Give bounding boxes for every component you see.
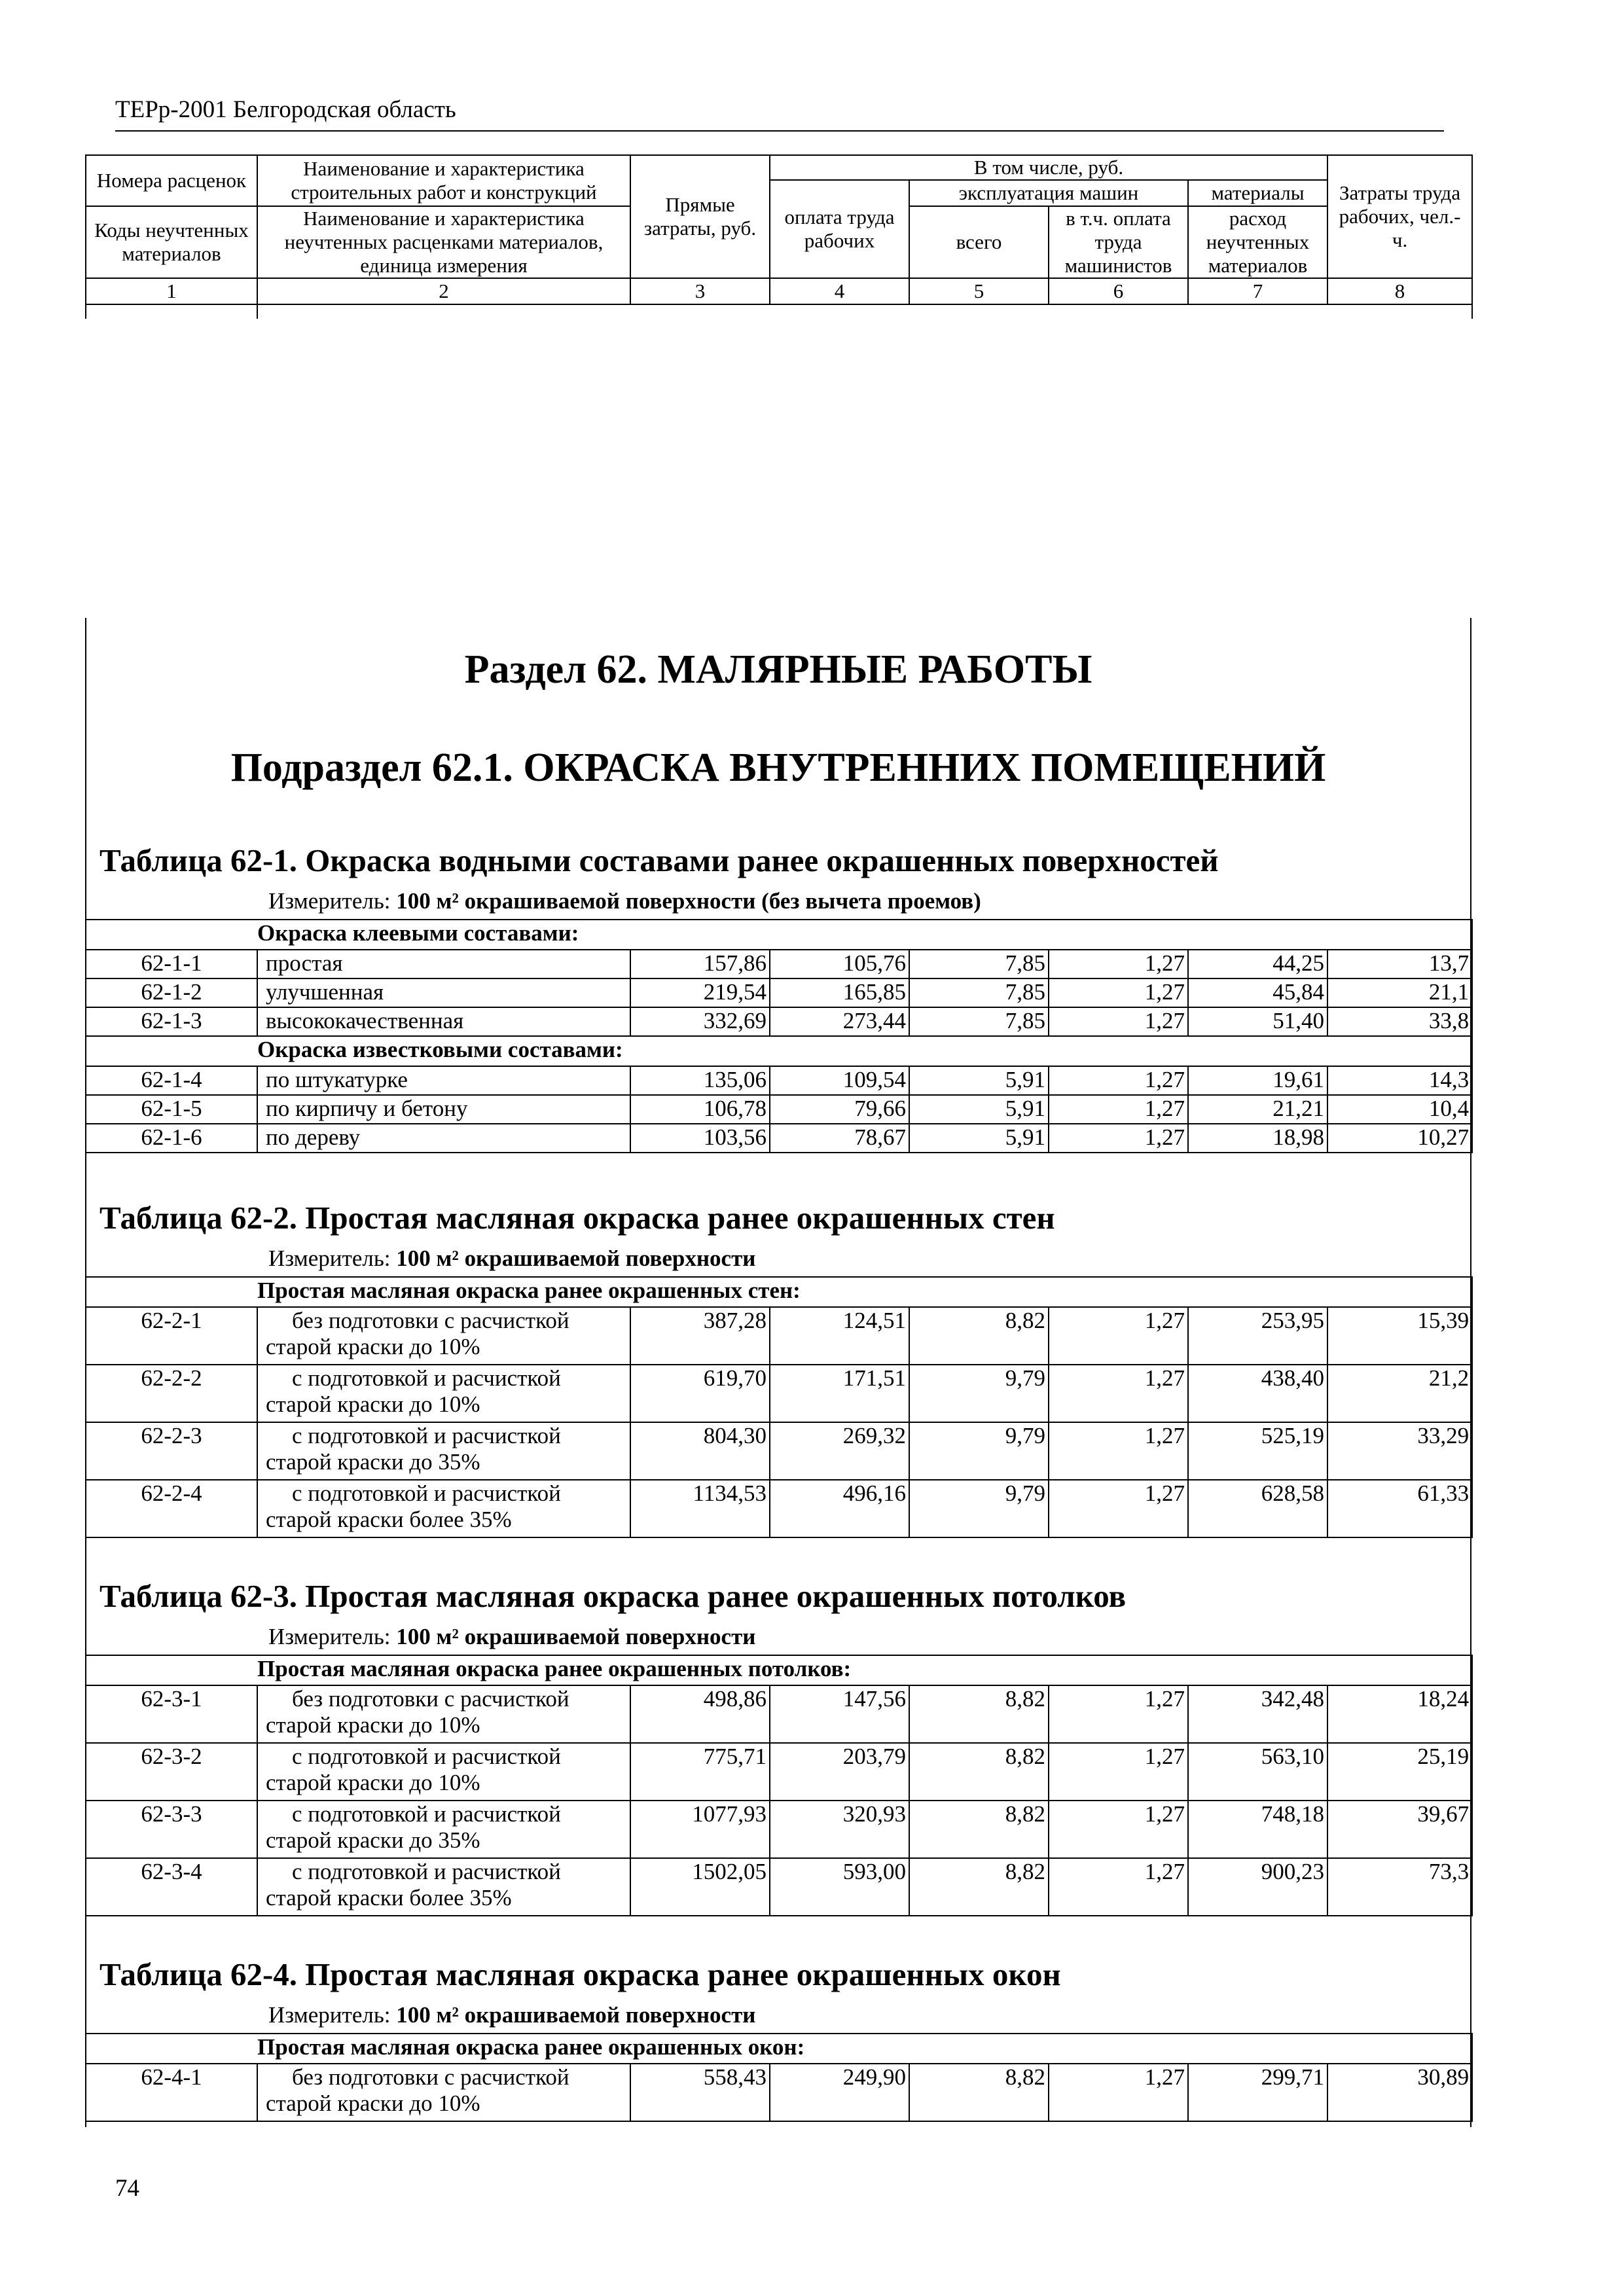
machines-total: 5,91 xyxy=(909,1124,1049,1153)
machinist-pay: 1,27 xyxy=(1049,1685,1188,1743)
rate-name: простая xyxy=(257,950,630,978)
labor-hours: 25,19 xyxy=(1327,1743,1472,1801)
column-number: 1 xyxy=(86,278,257,304)
materials-cost: 51,40 xyxy=(1188,1007,1327,1036)
rate-name xyxy=(257,1307,630,1365)
rate-code: 62-2-1 xyxy=(86,1307,257,1365)
rate-name-line1: с подготовкой и расчисткой xyxy=(292,1744,561,1769)
measure-line xyxy=(268,1624,755,1650)
rate-code: 62-3-3 xyxy=(86,1801,257,1858)
machinist-pay: 1,27 xyxy=(1049,1858,1188,1916)
table-row xyxy=(86,978,1472,1007)
col3-header: Прямые затраты, руб. xyxy=(630,155,770,278)
table-row xyxy=(86,1685,1472,1743)
rate-name xyxy=(257,1801,630,1858)
machinist-pay: 1,27 xyxy=(1049,1801,1188,1858)
machines-header: эксплуатация машин xyxy=(909,180,1188,206)
machinist-pay: 1,27 xyxy=(1049,1307,1188,1365)
machines-total: 7,85 xyxy=(909,978,1049,1007)
machinist-pay: 1,27 xyxy=(1049,1066,1188,1095)
materials-cost: 18,98 xyxy=(1188,1124,1327,1153)
labor-pay: 78,67 xyxy=(770,1124,909,1153)
machinist-pay: 1,27 xyxy=(1049,1365,1188,1422)
machinist-pay: 1,27 xyxy=(1049,2064,1188,2121)
machines-total: 7,85 xyxy=(909,950,1049,978)
table-row xyxy=(86,1858,1472,1916)
measure-label: Измеритель: xyxy=(268,888,391,914)
labor-pay: 105,76 xyxy=(770,950,909,978)
included-header: В том числе, руб. xyxy=(770,155,1327,180)
measure-value: 100 м² окрашиваемой поверхности xyxy=(396,1624,756,1649)
rate-name: высококачественная xyxy=(257,1007,630,1036)
labor-hours: 30,89 xyxy=(1327,2064,1472,2121)
rate-code: 62-1-3 xyxy=(86,1007,257,1036)
materials-cost: 21,21 xyxy=(1188,1095,1327,1124)
machines-total: 9,79 xyxy=(909,1422,1049,1480)
direct-cost: 775,71 xyxy=(630,1743,770,1801)
direct-cost: 219,54 xyxy=(630,978,770,1007)
column-number: 3 xyxy=(630,278,770,304)
column-number: 5 xyxy=(909,278,1049,304)
direct-cost: 332,69 xyxy=(630,1007,770,1036)
labor-hours: 33,8 xyxy=(1327,1007,1472,1036)
materials-cost: 299,71 xyxy=(1188,2064,1327,2121)
machines-total: 8,82 xyxy=(909,1801,1049,1858)
rate-code: 62-2-2 xyxy=(86,1365,257,1422)
column-number: 6 xyxy=(1049,278,1188,304)
measure-label: Измеритель: xyxy=(268,1624,391,1649)
machines-total: 5,91 xyxy=(909,1066,1049,1095)
table-row xyxy=(86,1124,1472,1153)
rate-name-line1: с подготовкой и расчисткой xyxy=(292,1801,561,1827)
col1-top-header: Номера расценок xyxy=(86,155,257,206)
measure-line xyxy=(268,888,981,914)
materials-cost: 45,84 xyxy=(1188,978,1327,1007)
rates-table-62-3 xyxy=(85,1655,1473,1916)
rate-name xyxy=(257,1480,630,1537)
machines-total: 8,82 xyxy=(909,1307,1049,1365)
table-title: Таблица 62-1. Окраска водными составами ранее окрашенных поверхностей xyxy=(99,842,1219,878)
labor-pay: 147,56 xyxy=(770,1685,909,1743)
direct-cost: 804,30 xyxy=(630,1422,770,1480)
group-heading: Окраска известковыми составами: xyxy=(257,1036,1472,1066)
measure-value: 100 м² окрашиваемой поверхности xyxy=(396,2002,756,2028)
table-title: Таблица 62-2. Простая масляная окраска ранее окрашенных стен xyxy=(99,1200,1055,1236)
labor-pay: 249,90 xyxy=(770,2064,909,2121)
measure-value: 100 м² окрашиваемой поверхности (без вычета проемов) xyxy=(396,888,981,914)
labor-hours: 10,4 xyxy=(1327,1095,1472,1124)
rates-table-62-4 xyxy=(85,2033,1473,2122)
machinist-pay: 1,27 xyxy=(1049,950,1188,978)
measure-value: 100 м² окрашиваемой поверхности xyxy=(396,1246,756,1271)
labor-hours: 21,1 xyxy=(1327,978,1472,1007)
page-number: 74 xyxy=(115,2175,139,2202)
table-row xyxy=(86,1801,1472,1858)
rate-name: улучшенная xyxy=(257,978,630,1007)
section-title: Раздел 62. МАЛЯРНЫЕ РАБОТЫ xyxy=(464,647,1092,692)
labor-hours: 73,3 xyxy=(1327,1858,1472,1916)
subsection-title: Подраздел 62.1. ОКРАСКА ВНУТРЕННИХ ПОМЕЩЕНИЙ xyxy=(230,745,1326,790)
column-number: 8 xyxy=(1327,278,1472,304)
direct-cost: 1502,05 xyxy=(630,1858,770,1916)
machinist-pay: 1,27 xyxy=(1049,1422,1188,1480)
table-row xyxy=(86,1066,1472,1095)
group-heading: Простая масляная окраска ранее окрашенных потолков: xyxy=(257,1655,1472,1685)
table-row xyxy=(86,1743,1472,1801)
table-row xyxy=(86,2064,1472,2121)
labor-hours: 14,3 xyxy=(1327,1066,1472,1095)
rate-name: по штукатурке xyxy=(257,1066,630,1095)
labor-hours: 18,24 xyxy=(1327,1685,1472,1743)
rate-name-line2: старой краски до 10% xyxy=(266,1391,480,1417)
column-number: 2 xyxy=(257,278,630,304)
machines-total: 9,79 xyxy=(909,1365,1049,1422)
labor-pay: 79,66 xyxy=(770,1095,909,1124)
labor-pay: 165,85 xyxy=(770,978,909,1007)
materials-cost: 628,58 xyxy=(1188,1480,1327,1537)
materials-header: материалы xyxy=(1188,180,1327,206)
group-heading: Простая масляная окраска ранее окрашенных стен: xyxy=(257,1277,1472,1307)
table-row xyxy=(86,950,1472,978)
direct-cost: 135,06 xyxy=(630,1066,770,1095)
measure-line xyxy=(268,1246,755,1272)
labor-hours: 15,39 xyxy=(1327,1307,1472,1365)
col4-header: оплата труда рабочих xyxy=(770,180,909,278)
rate-name-line2: старой краски до 10% xyxy=(266,1712,480,1738)
table-title: Таблица 62-4. Простая масляная окраска ранее окрашенных окон xyxy=(99,1956,1061,1992)
table-row xyxy=(86,1007,1472,1036)
materials-cost: 44,25 xyxy=(1188,950,1327,978)
measure-line xyxy=(268,2002,755,2028)
table-row xyxy=(86,1095,1472,1124)
col8-header: Затраты труда рабочих, чел.-ч. xyxy=(1327,155,1472,278)
direct-cost: 103,56 xyxy=(630,1124,770,1153)
column-number: 4 xyxy=(770,278,909,304)
machines-total: 8,82 xyxy=(909,1743,1049,1801)
direct-cost: 498,86 xyxy=(630,1685,770,1743)
materials-cost: 900,23 xyxy=(1188,1858,1327,1916)
direct-cost: 387,28 xyxy=(630,1307,770,1365)
labor-pay: 593,00 xyxy=(770,1858,909,1916)
labor-pay: 269,32 xyxy=(770,1422,909,1480)
rate-code: 62-3-1 xyxy=(86,1685,257,1743)
rate-code: 62-1-1 xyxy=(86,950,257,978)
rate-name-line2: старой краски до 10% xyxy=(266,1334,480,1359)
rate-name-line1: с подготовкой и расчисткой xyxy=(292,1480,561,1506)
labor-hours: 61,33 xyxy=(1327,1480,1472,1537)
rate-name-line2: старой краски до 10% xyxy=(266,2090,480,2116)
machinist-pay: 1,27 xyxy=(1049,1124,1188,1153)
column-header-table xyxy=(85,154,1473,319)
rate-name xyxy=(257,2064,630,2121)
rate-name-line1: без подготовки с расчисткой xyxy=(292,1308,569,1333)
rate-name xyxy=(257,1365,630,1422)
col6-header: в т.ч. оплата труда машинистов xyxy=(1049,206,1188,278)
labor-pay: 109,54 xyxy=(770,1066,909,1095)
materials-cost: 748,18 xyxy=(1188,1801,1327,1858)
col2-top-header: Наименование и характеристика строительных работ и конструкций xyxy=(257,155,630,206)
labor-pay: 496,16 xyxy=(770,1480,909,1537)
table-row xyxy=(86,1307,1472,1365)
machinist-pay: 1,27 xyxy=(1049,1007,1188,1036)
rate-name xyxy=(257,1685,630,1743)
rate-code: 62-1-2 xyxy=(86,978,257,1007)
machines-total: 8,82 xyxy=(909,1685,1049,1743)
col1-bottom-header: Коды неучтенных материалов xyxy=(86,206,257,278)
labor-hours: 10,27 xyxy=(1327,1124,1472,1153)
rate-code: 62-3-2 xyxy=(86,1743,257,1801)
machines-total: 7,85 xyxy=(909,1007,1049,1036)
rate-name-line1: с подготовкой и расчисткой xyxy=(292,1859,561,1884)
machinist-pay: 1,27 xyxy=(1049,1743,1188,1801)
labor-pay: 320,93 xyxy=(770,1801,909,1858)
labor-hours: 21,2 xyxy=(1327,1365,1472,1422)
labor-hours: 13,7 xyxy=(1327,950,1472,978)
rate-code: 62-1-6 xyxy=(86,1124,257,1153)
rate-name-line1: без подготовки с расчисткой xyxy=(292,2064,569,2090)
labor-hours: 39,67 xyxy=(1327,1801,1472,1858)
header-rule xyxy=(115,130,1444,132)
column-number: 7 xyxy=(1188,278,1327,304)
machines-total: 9,79 xyxy=(909,1480,1049,1537)
rate-name-line2: старой краски до 10% xyxy=(266,1770,480,1795)
rate-code: 62-1-4 xyxy=(86,1066,257,1095)
materials-cost: 563,10 xyxy=(1188,1743,1327,1801)
rate-name: по дереву xyxy=(257,1124,630,1153)
table-row xyxy=(86,1365,1472,1422)
table-row xyxy=(86,1480,1472,1537)
machinist-pay: 1,27 xyxy=(1049,1095,1188,1124)
rate-name: по кирпичу и бетону xyxy=(257,1095,630,1124)
rate-name-line1: с подготовкой и расчисткой xyxy=(292,1423,561,1448)
machines-total: 8,82 xyxy=(909,1858,1049,1916)
rate-code: 62-2-4 xyxy=(86,1480,257,1537)
direct-cost: 106,78 xyxy=(630,1095,770,1124)
rate-name-line1: с подготовкой и расчисткой xyxy=(292,1365,561,1391)
machines-total: 5,91 xyxy=(909,1095,1049,1124)
col5-header: всего xyxy=(909,206,1049,278)
col2-bottom-header: Наименование и характеристика неучтенных расценками материалов, единица измерения xyxy=(257,206,630,278)
col7-header: расход неучтенных материалов xyxy=(1188,206,1327,278)
labor-hours: 33,29 xyxy=(1327,1422,1472,1480)
rate-name-line2: старой краски более 35% xyxy=(266,1507,512,1532)
rate-name-line1: без подготовки с расчисткой xyxy=(292,1686,569,1712)
machines-total: 8,82 xyxy=(909,2064,1049,2121)
table-row xyxy=(86,1422,1472,1480)
labor-pay: 171,51 xyxy=(770,1365,909,1422)
rate-name-line2: старой краски до 35% xyxy=(266,1827,480,1853)
rate-name-line2: старой краски более 35% xyxy=(266,1885,512,1910)
labor-pay: 273,44 xyxy=(770,1007,909,1036)
rate-code: 62-3-4 xyxy=(86,1858,257,1916)
materials-cost: 342,48 xyxy=(1188,1685,1327,1743)
rate-name xyxy=(257,1858,630,1916)
measure-label: Измеритель: xyxy=(268,2002,391,2028)
materials-cost: 253,95 xyxy=(1188,1307,1327,1365)
labor-pay: 203,79 xyxy=(770,1743,909,1801)
rate-code: 62-4-1 xyxy=(86,2064,257,2121)
group-heading: Окраска клеевыми составами: xyxy=(257,920,1472,950)
rate-name-line2: старой краски до 35% xyxy=(266,1449,480,1475)
rates-table-62-1 xyxy=(85,919,1473,1153)
running-header: ТЕРр-2001 Белгородская область xyxy=(115,96,456,123)
direct-cost: 558,43 xyxy=(630,2064,770,2121)
rate-code: 62-2-3 xyxy=(86,1422,257,1480)
labor-pay: 124,51 xyxy=(770,1307,909,1365)
direct-cost: 619,70 xyxy=(630,1365,770,1422)
direct-cost: 1134,53 xyxy=(630,1480,770,1537)
measure-label: Измеритель: xyxy=(268,1246,391,1271)
table-title: Таблица 62-3. Простая масляная окраска ранее окрашенных потолков xyxy=(99,1578,1127,1614)
direct-cost: 1077,93 xyxy=(630,1801,770,1858)
machinist-pay: 1,27 xyxy=(1049,1480,1188,1537)
materials-cost: 438,40 xyxy=(1188,1365,1327,1422)
machinist-pay: 1,27 xyxy=(1049,978,1188,1007)
direct-cost: 157,86 xyxy=(630,950,770,978)
rate-code: 62-1-5 xyxy=(86,1095,257,1124)
materials-cost: 525,19 xyxy=(1188,1422,1327,1480)
group-heading: Простая масляная окраска ранее окрашенных окон: xyxy=(257,2034,1472,2064)
materials-cost: 19,61 xyxy=(1188,1066,1327,1095)
rate-name xyxy=(257,1743,630,1801)
rates-table-62-2 xyxy=(85,1276,1473,1538)
rate-name xyxy=(257,1422,630,1480)
